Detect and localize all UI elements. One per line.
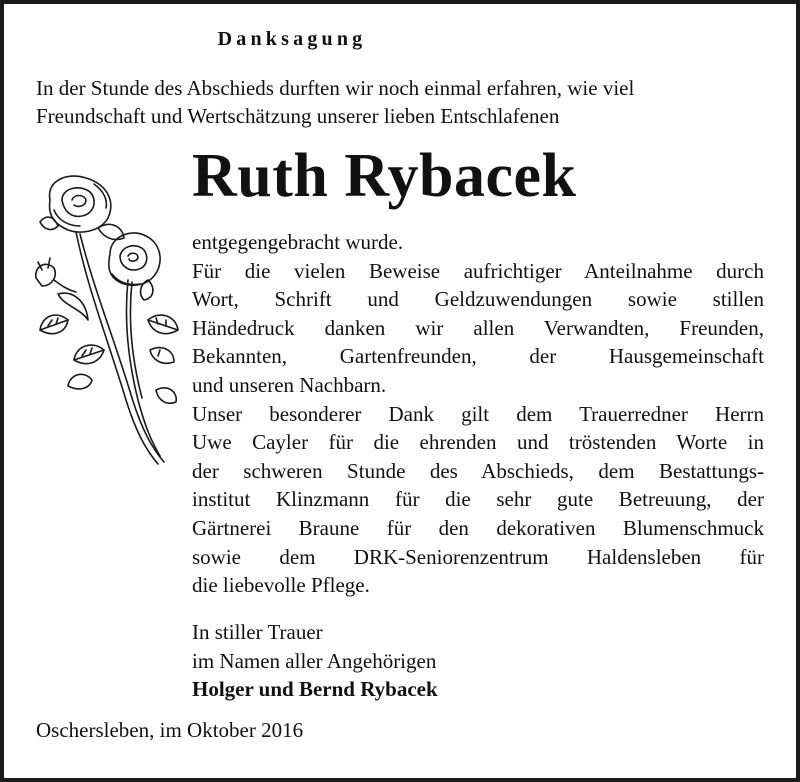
signature-names: Holger und Bernd Rybacek	[192, 677, 438, 701]
body-line: Unser besonderer Dank gilt dem Trauerredner Herrn	[192, 401, 764, 426]
body-line: Für die vielen Beweise aufrichtiger Anteilnahme durch	[192, 258, 764, 283]
notice-heading: Danksagung	[217, 28, 367, 50]
intro-line: In der Stunde des Abschieds durften wir noch einmal erfahren, wie viel	[36, 76, 635, 100]
closing-block	[192, 618, 438, 704]
intro-text	[36, 74, 764, 130]
roses-icon	[28, 170, 188, 470]
body-text	[192, 228, 764, 600]
closing-line: In stiller Trauer	[192, 620, 323, 644]
place-date: Oschersleben, im Oktober 2016	[36, 718, 304, 742]
body-line: entgegengebracht wurde.	[192, 230, 404, 254]
body-line: Wort, Schrift und Geldzuwendungen sowie stillen	[192, 287, 764, 312]
body-line: und unseren Nachbarn.	[192, 372, 387, 397]
intro-line: Freundschaft und Wertschätzung unserer lieben Entschlafenen	[36, 104, 560, 128]
body-line: Gärtnerei Braune für den dekorativen Blumenschmuck	[192, 515, 764, 540]
closing-line: im Namen aller Angehörigen	[192, 648, 437, 673]
body-line: Uwe Cayler für die ehrenden und tröstenden Worte in	[192, 430, 764, 455]
body-line: Bekannten, Gartenfreunden, der Hausgemeinschaft	[192, 344, 764, 369]
body-line: Händedruck danken wir allen Verwandten, Freunden,	[192, 315, 764, 340]
body-line: die liebevolle Pflege.	[192, 573, 370, 598]
body-line: sowie dem DRK-Seniorenzentrum Haldensleben für	[192, 544, 764, 569]
body-line: institut Klinzmann für die sehr gute Betreuung, der	[192, 487, 764, 512]
body-line: der schweren Stunde des Abschieds, dem Bestattungs-	[192, 458, 764, 483]
deceased-name: Ruth Rybacek	[192, 142, 577, 210]
